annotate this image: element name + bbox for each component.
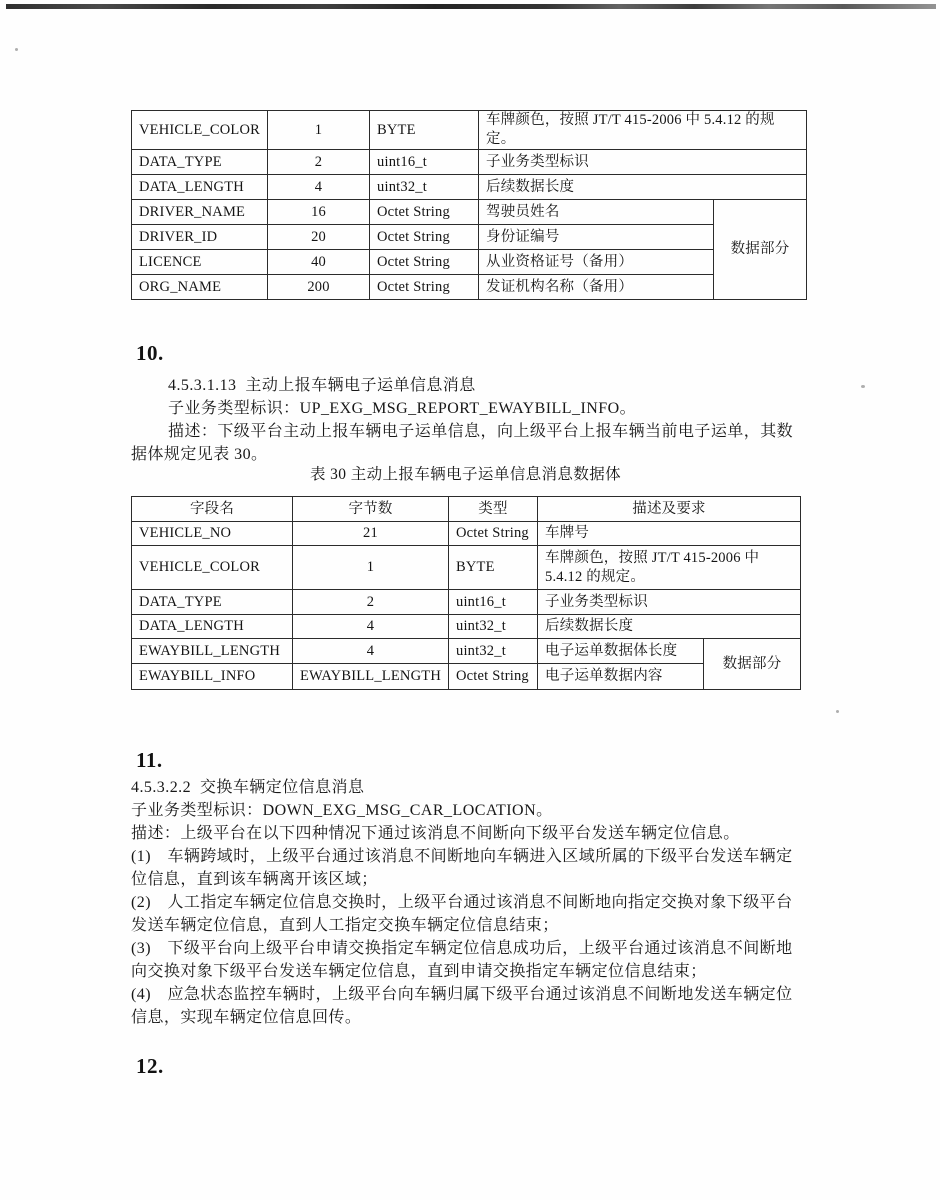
byte-count-cell: EWAYBILL_LENGTH: [293, 664, 449, 690]
paragraph-line: 子业务类型标识：UP_EXG_MSG_REPORT_EWAYBILL_INFO。: [168, 400, 637, 417]
byte-count-cell: 200: [268, 275, 370, 300]
table-row: [132, 225, 807, 250]
list-item-line: (3) 下级平台向上级平台申请交换指定车辆定位信息成功后，上级平台通过该消息不间断地: [131, 940, 793, 957]
type-cell: BYTE: [370, 111, 479, 150]
description-cell: 电子运单数据内容: [538, 664, 704, 690]
type-cell: uint16_t: [370, 150, 479, 175]
field-name-cell: DATA_LENGTH: [132, 175, 268, 200]
scan-artifact-line: [6, 4, 936, 9]
description-cell: 后续数据长度: [538, 615, 801, 639]
byte-count-cell: 4: [293, 615, 449, 639]
description-cell: 车牌颜色，按照 JT/T 415-2006 中 5.4.12 的规定。: [538, 546, 801, 590]
section-10-heading: 4.5.3.1.13 主动上报车辆电子运单信息消息: [168, 377, 476, 394]
byte-count-cell: 40: [268, 250, 370, 275]
description-cell: 从业资格证号（备用）: [479, 250, 714, 275]
byte-count-cell: 20: [268, 225, 370, 250]
section-11-heading: 4.5.3.2.2 交换车辆定位信息消息: [131, 779, 365, 796]
list-item-line: 向交换对象下级平台发送车辆定位信息，直到申请交换指定车辆定位信息结束；: [131, 963, 707, 980]
byte-count-cell: 2: [268, 150, 370, 175]
field-name-cell: DRIVER_ID: [132, 225, 268, 250]
field-name-cell: DATA_LENGTH: [132, 615, 293, 639]
table-row: [132, 590, 801, 615]
data-part-merged-cell: 数据部分: [704, 639, 801, 690]
type-cell: Octet String: [370, 225, 479, 250]
byte-count-cell: 16: [268, 200, 370, 225]
description-cell: 驾驶员姓名: [479, 200, 714, 225]
field-name-cell: EWAYBILL_LENGTH: [132, 639, 293, 664]
description-cell: 子业务类型标识: [538, 590, 801, 615]
section-10-number: 10.: [136, 341, 164, 365]
type-cell: uint16_t: [449, 590, 538, 615]
table-row: [132, 664, 801, 690]
section-12-number: 12.: [136, 1054, 164, 1078]
type-cell: Octet String: [370, 250, 479, 275]
table-row: [132, 275, 807, 300]
byte-count-cell: 1: [293, 546, 449, 590]
description-cell: 发证机构名称（备用）: [479, 275, 714, 300]
field-name-cell: LICENCE: [132, 250, 268, 275]
table-row: [132, 639, 801, 664]
paragraph-line: 子业务类型标识：DOWN_EXG_MSG_CAR_LOCATION。: [131, 802, 553, 819]
paragraph-line: 据体规定见表 30。: [131, 446, 268, 463]
type-cell: Octet String: [370, 275, 479, 300]
continued-field-table: [131, 110, 807, 300]
list-item-line: 位信息，直到该车辆离开该区域；: [131, 871, 378, 888]
field-name-cell: ORG_NAME: [132, 275, 268, 300]
table-row: [132, 546, 801, 590]
description-cell: 身份证编号: [479, 225, 714, 250]
list-item-line: 信息，实现车辆定位信息回传。: [131, 1009, 362, 1026]
list-item-line: (4) 应急状态监控车辆时，上级平台向车辆归属下级平台通过该消息不间断地发送车辆定位: [131, 986, 793, 1003]
section-11-number: 11.: [136, 748, 163, 772]
table-row: [132, 150, 807, 175]
header-byte-count: 字节数: [293, 497, 449, 522]
type-cell: Octet String: [370, 200, 479, 225]
field-name-cell: EWAYBILL_INFO: [132, 664, 293, 690]
byte-count-cell: 4: [268, 175, 370, 200]
type-cell: uint32_t: [370, 175, 479, 200]
field-name-cell: VEHICLE_COLOR: [132, 546, 293, 590]
paragraph-line: 描述：上级平台在以下四种情况下通过该消息不间断向下级平台发送车辆定位信息。: [131, 825, 740, 842]
description-cell: 电子运单数据体长度: [538, 639, 704, 664]
table-row: [132, 522, 801, 546]
header-field-name: 字段名: [132, 497, 293, 522]
table-header-row: [132, 497, 801, 522]
list-item-line: (2) 人工指定车辆定位信息交换时，上级平台通过该消息不间断地向指定交换对象下级平台: [131, 894, 793, 911]
byte-count-cell: 4: [293, 639, 449, 664]
paragraph-line: 描述：下级平台主动上报车辆电子运单信息，向上级平台上报车辆当前电子运单，其数: [168, 423, 794, 440]
field-name-cell: DATA_TYPE: [132, 150, 268, 175]
byte-count-cell: 1: [268, 111, 370, 150]
scan-speck: [861, 385, 865, 388]
table-row: [132, 111, 807, 150]
byte-count-cell: 21: [293, 522, 449, 546]
table-30: [131, 496, 801, 690]
table-row: [132, 615, 801, 639]
description-cell: 车牌颜色，按照 JT/T 415-2006 中 5.4.12 的规定。: [479, 111, 807, 150]
description-cell: 车牌号: [538, 522, 801, 546]
byte-count-cell: 2: [293, 590, 449, 615]
table-row: [132, 250, 807, 275]
type-cell: uint32_t: [449, 639, 538, 664]
description-cell: 后续数据长度: [479, 175, 807, 200]
table-row: [132, 200, 807, 225]
header-description: 描述及要求: [538, 497, 801, 522]
table-30-caption: 表 30 主动上报车辆电子运单信息消息数据体: [309, 466, 622, 483]
type-cell: BYTE: [449, 546, 538, 590]
field-name-cell: VEHICLE_COLOR: [132, 111, 268, 150]
field-name-cell: DATA_TYPE: [132, 590, 293, 615]
scan-speck: [15, 48, 18, 51]
field-name-cell: DRIVER_NAME: [132, 200, 268, 225]
header-type: 类型: [449, 497, 538, 522]
type-cell: Octet String: [449, 664, 538, 690]
data-part-merged-cell: 数据部分: [714, 200, 807, 300]
table-row: [132, 175, 807, 200]
type-cell: uint32_t: [449, 615, 538, 639]
list-item-line: (1) 车辆跨域时，上级平台通过该消息不间断地向车辆进入区域所属的下级平台发送车辆定: [131, 848, 793, 865]
description-cell: 子业务类型标识: [479, 150, 807, 175]
type-cell: Octet String: [449, 522, 538, 546]
field-name-cell: VEHICLE_NO: [132, 522, 293, 546]
list-item-line: 发送车辆定位信息，直到人工指定交换车辆定位信息结束；: [131, 917, 559, 934]
scan-speck: [836, 710, 839, 713]
